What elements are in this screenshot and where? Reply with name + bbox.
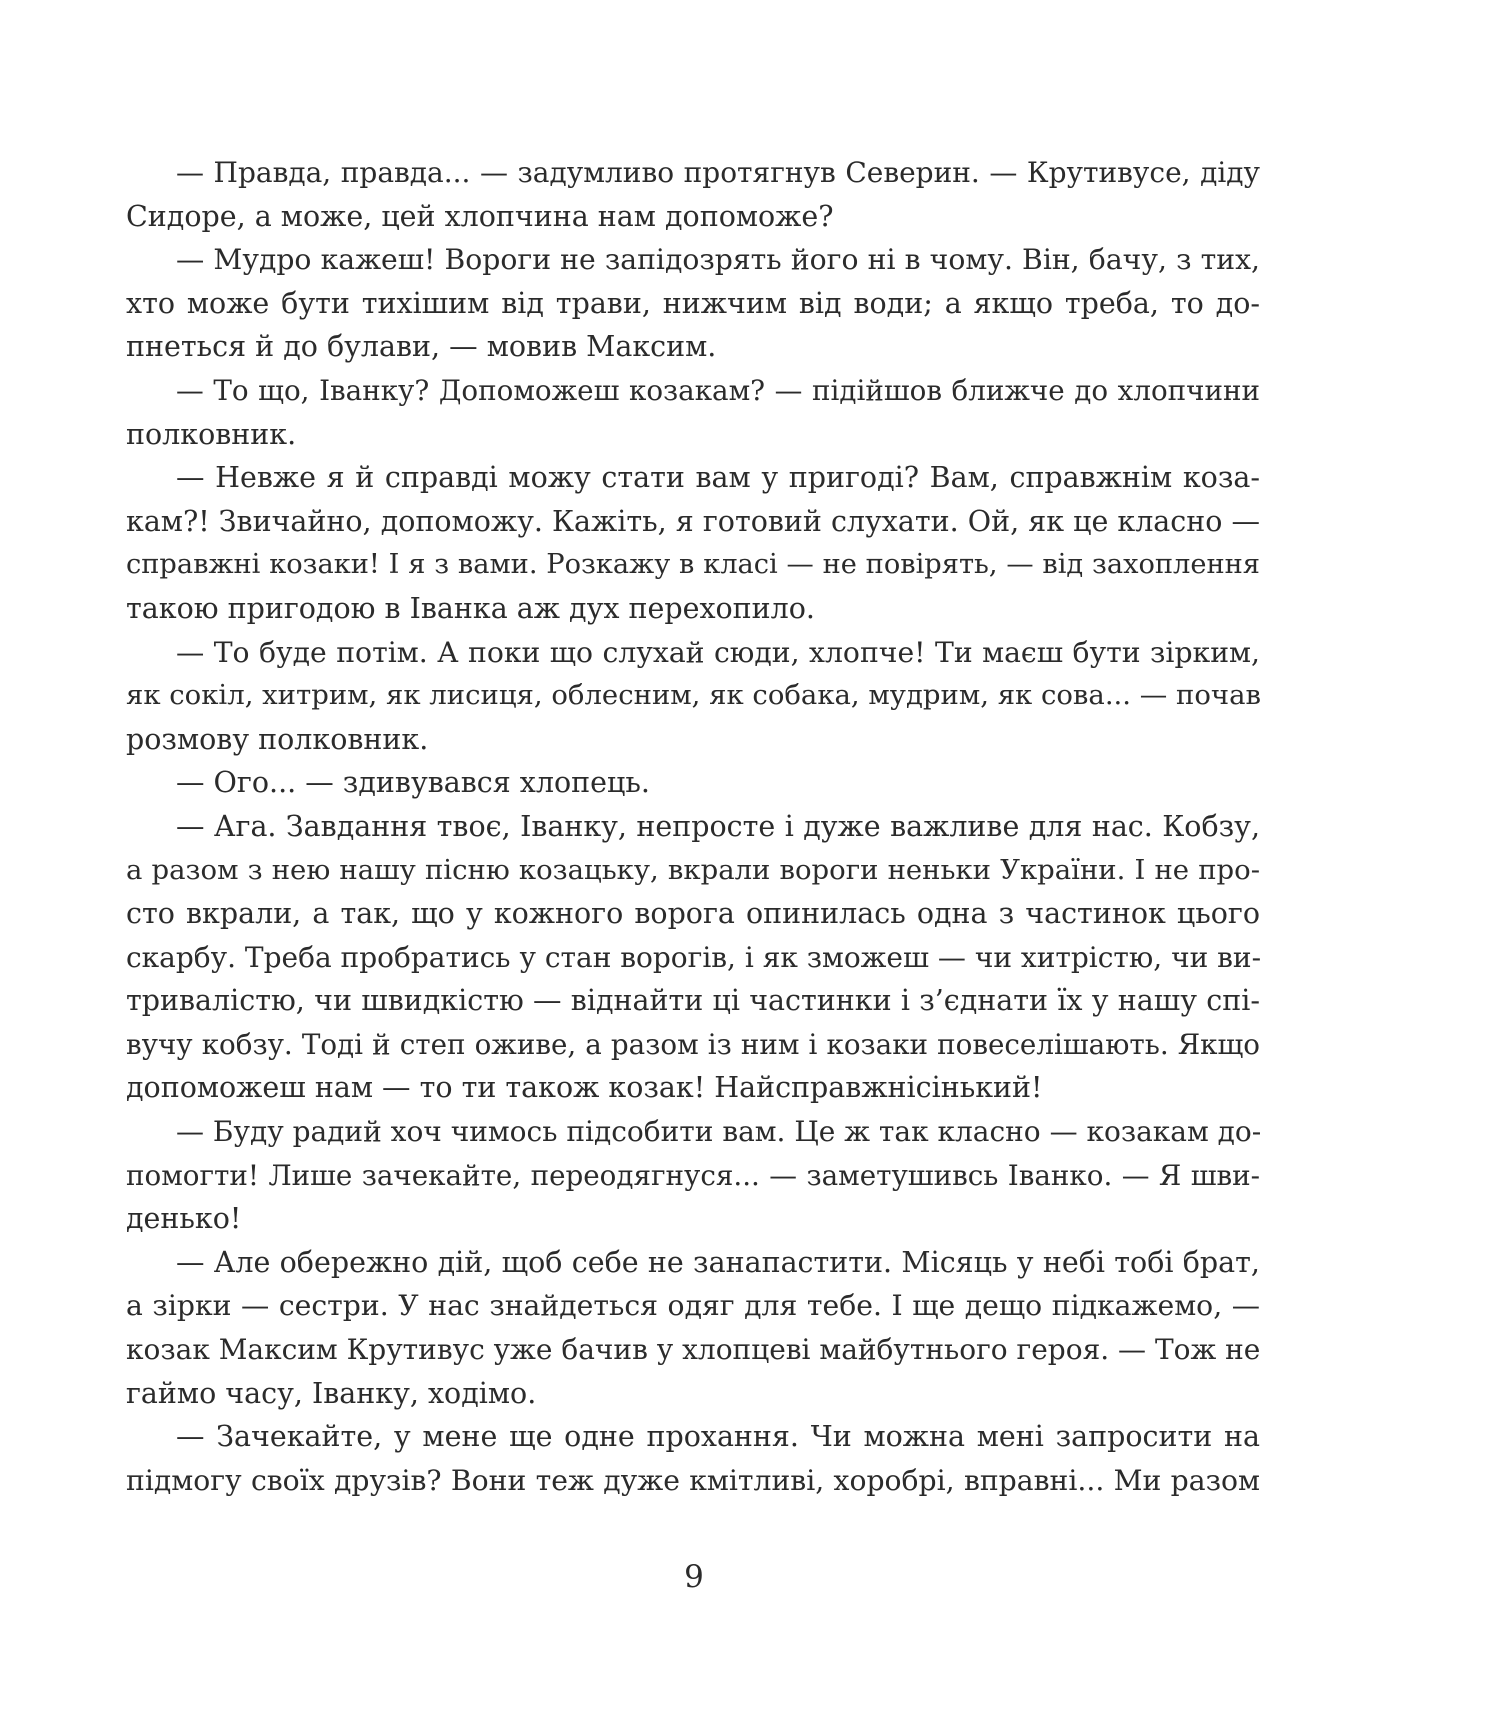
text-line: кам?! Звичайно, допоможу. Кажіть, я готовий слухати. Ой, як це класно — [126,504,1260,538]
text-line: — Але обережно дій, щоб себе не занапастити. Місяць у небі тобі брат, [176,1245,1260,1279]
text-line: сто вкрали, а так, що у кожного ворога опинилась одна з частинок цього [126,897,1260,931]
text-line: скарбу. Треба пробратись у стан ворогів, і як зможеш — чи хитрістю, чи ви- [126,940,1262,974]
text-line: — То буде потім. А поки що слухай сюди, хлопче! Ти маєш бути зірким, [176,635,1260,669]
text-line: тривалістю, чи швидкістю — віднайти ці частинки і з’єднати їх у нашу спі- [126,984,1260,1018]
text-line: — Невже я й справді можу стати вам у пригоді? Вам, справжнім коза- [176,461,1260,495]
text-line: підмогу своїх друзів? Вони теж дуже кмітливі, хоробрі, вправні... Ми разом [126,1463,1260,1497]
text-line: козак Максим Крутивус уже бачив у хлопцеві майбутнього героя. — Тож не [126,1333,1261,1367]
text-line: — Правда, правда... — задумливо протягнув Северин. — Крутивусе, діду [176,156,1260,189]
text-line: такою пригодою в Іванка аж дух перехопило. [126,591,815,625]
text-line: як сокіл, хитрим, як лисиця, облесним, як собака, мудрим, як сова... — почав [126,679,1261,712]
text-line: гаймо часу, Іванку, ходімо. [126,1376,537,1410]
text-line: а разом з нею нашу пісню козацьку, вкрали вороги неньки України. І не про- [126,853,1260,886]
text-line: допоможеш нам — то ти також козак! Найсправжнісінький! [126,1071,1043,1105]
text-line: — Мудро кажеш! Вороги не запідозрять його ні в чому. Він, бачу, з тих, [176,243,1260,277]
text-line: — Буду радий хоч чимось підсобити вам. Це ж так класно — козакам до- [176,1115,1262,1149]
text-line: — Ага. Завдання твоє, Іванку, непросте і дуже важливе для нас. Кобзу, [176,809,1260,843]
text-line: хто може бути тихішим від трави, нижчим від води; а якщо треба, то до- [126,286,1260,320]
page-number: 9 [684,1559,704,1595]
text-line: справжні козаки! І я з вами. Розкажу в класі — не повірять, — від захоплення [126,549,1260,581]
body-text [126,151,1260,1502]
text-line: — То що, Іванку? Допоможеш козакам? — підійшов ближче до хлопчини [176,373,1260,407]
text-line: а зірки — сестри. У нас знайдеться одяг для тебе. І ще дещо підкажемо, — [126,1289,1260,1323]
text-line: розмову полковник. [126,722,429,756]
text-line: пнеться й до булави, — мовив Максим. [126,330,717,364]
text-line: полковник. [126,417,297,451]
text-line: помогти! Лише зачекайте, переодягнуся... — заметушивсь Іванко. — Я шви- [126,1158,1260,1192]
text-line: вучу кобзу. Тоді й степ оживе, а разом із ним і козаки повеселішають. Якщо [126,1027,1260,1061]
text-line: Сидоре, а може, цей хлопчина нам допоможе? [126,199,834,233]
text-line: — Ого... — здивувався хлопець. [176,766,650,800]
text-line: денько! [126,1202,242,1236]
text-line: — Зачекайте, у мене ще одне прохання. Чи можна мені запросити на [176,1420,1260,1454]
